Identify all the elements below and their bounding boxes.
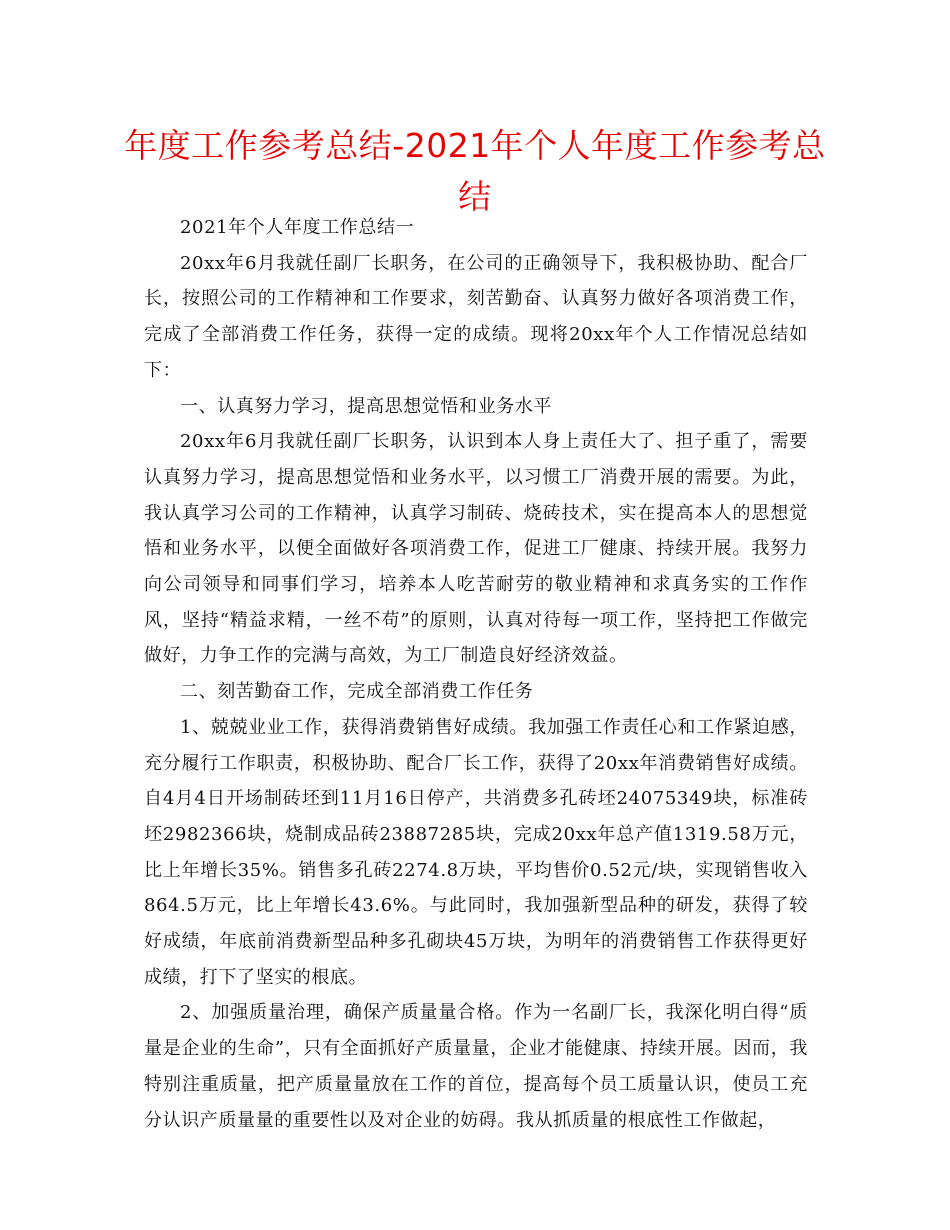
section-heading-2: 二、刻苦勤奋工作，完成全部消费工作任务	[180, 681, 534, 703]
document-body	[144, 210, 808, 1138]
intro-paragraph: 20xx年6月我就任副厂长职务，在公司的正确领导下，我积极协助、配合厂长，按照公司的工作精神和工作要求，刻苦勤奋、认真努力做好各项消费工作，完成了全部消费工作任务，获得一定的成绩。现将20xx年个人工作情况总结如下：	[144, 252, 808, 381]
subtitle-paragraph: 2021年个人年度工作总结一	[180, 217, 415, 238]
section-1-paragraph: 20xx年6月我就任副厂长职务，认识到本人身上责任大了、担子重了，需要认真努力学习，提高思想觉悟和业务水平，以习惯工厂消费开展的需要。为此，我认真学习公司的工作精神，认真学习制砖、烧砖技术，实在提高本人的思想觉悟和业务水平，以便全面做好各项消费工作，促进工厂健康、持续开展。我努力向公司领导和同事们学习，培养本人吃苦耐劳的敬业精神和求真务实的工作作风，坚持“精益求精，一丝不苟”的原则，认真对待每一项工作，坚持把工作做完做好，力争工作的完满与高效，为工厂制造良好经济效益。	[144, 431, 808, 667]
item-1-paragraph: 1、兢兢业业工作，获得消费销售好成绩。我加强工作责任心和工作紧迫感，充分履行工作职责，积极协助、配合厂长工作，获得了20xx年消费销售好成绩。自4月4日开场制砖坯到11月16日停产，共消费多孔砖坯24075349块，标准砖坯2982366块，烧制成品砖23887285块，完成20xx年总产值1319.58万元，比上年增长35%。销售多孔砖2274.8万块，平均售价0.52元/块，实现销售收入864.5万元，比上年增长43.6%。与此同时，我加强新型品种的研发，获得了较好成绩，年底前消费新型品种多孔砌块45万块，为明年的消费销售工作获得更好成绩，打下了坚实的根底。	[144, 716, 808, 988]
section-heading-1: 一、认真努力学习，提高思想觉悟和业务水平	[180, 395, 552, 417]
document-title: 年度工作参考总结-2021年个人年度工作参考总结	[124, 126, 826, 216]
item-2-paragraph: 2、加强质量治理，确保产质量量合格。作为一名副厂长，我深化明白得“质量是企业的生命”，只有全面抓好产质量量，企业才能健康、持续开展。因而，我特别注重质量，把产质量量放在工作的首位，提高每个员工质量认识，使员工充分认识产质量量的重要性以及对企业的妨碍。我从抓质量的根底性工作做起，	[144, 1002, 808, 1131]
